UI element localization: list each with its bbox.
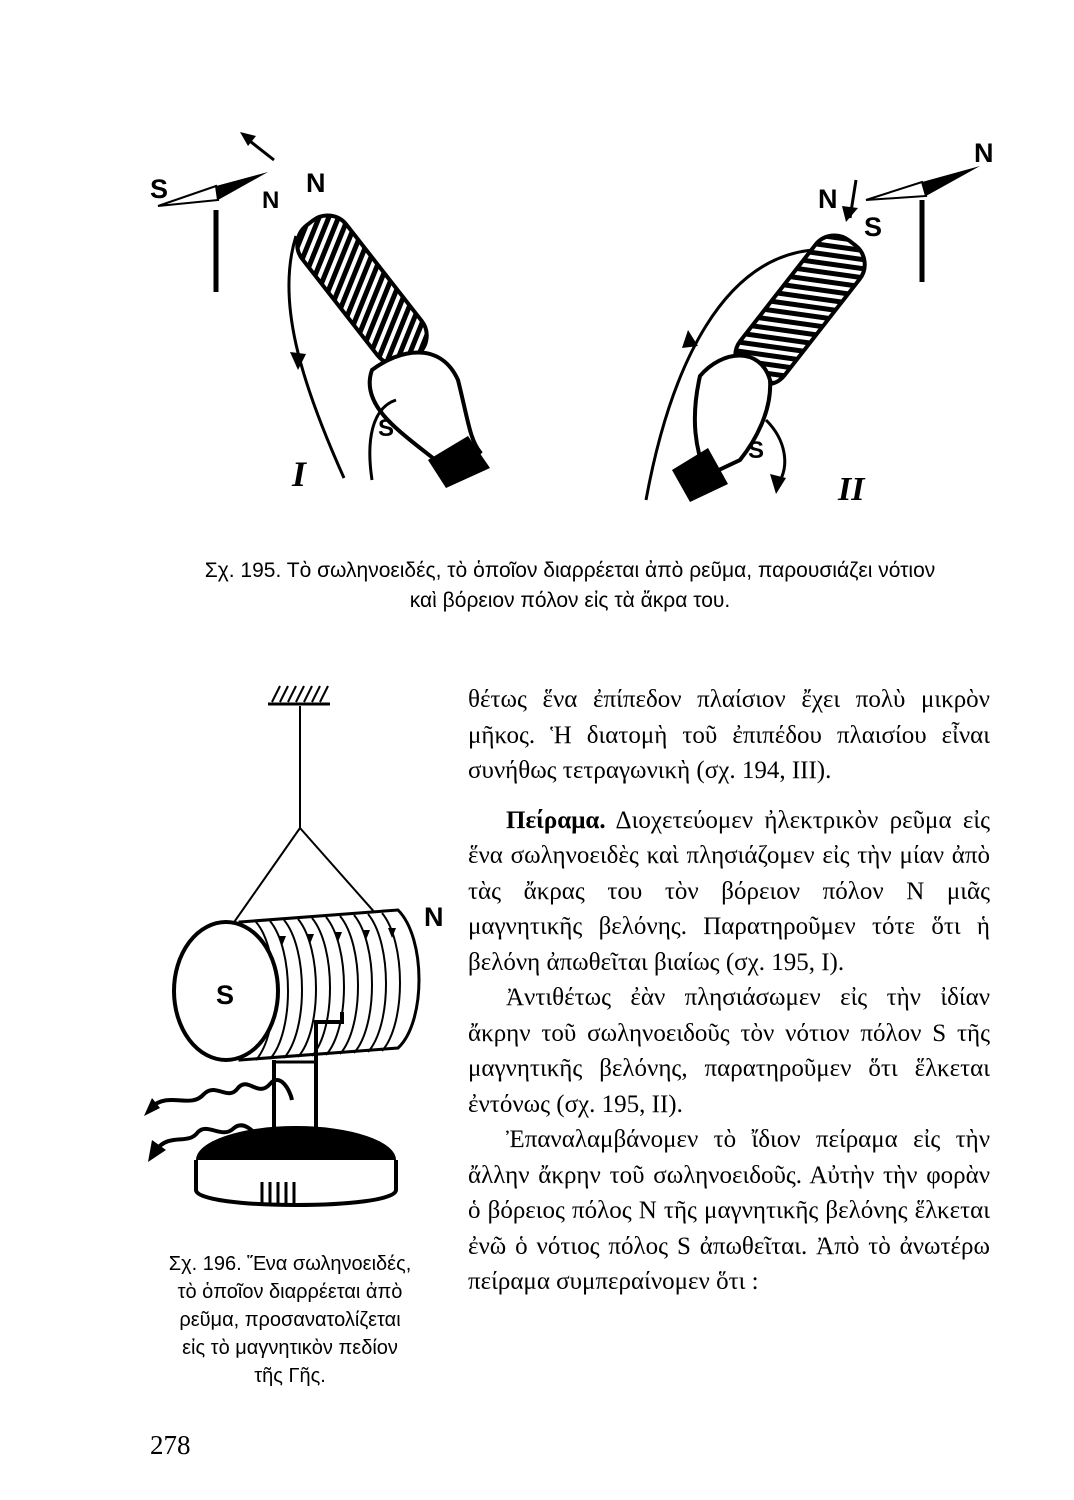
caption-196-line-3: ρεῦμα, προσανατολίζεται — [179, 1309, 401, 1331]
experiment-heading: Πείραμα. — [506, 806, 606, 834]
label-s-compass-1: S — [150, 174, 169, 204]
page-number: 278 — [150, 1430, 191, 1460]
solenoid-icon — [288, 206, 437, 374]
paragraph-3: Ἀντιθέτως ἐὰν πλησιάσωμεν εἰς τὴν ἰδίαν ἄκρην τοῦ σωληνοειδοῦς τὸν νότιον πόλον S τῆς μαγνητικῆς βελόνης, παρατηροῦμεν ὅτι ἕλκεται ἐντόνως (σχ. 195, ΙΙ). — [468, 984, 990, 1118]
figure-196-caption — [140, 1250, 440, 1390]
label-roman-1: I — [292, 454, 307, 494]
label-n-compass-2: N — [974, 138, 994, 168]
arrow-icon-2 — [842, 206, 858, 222]
label-n-196: N — [424, 902, 444, 932]
paragraph-4: Ἐπαναλαμβάνομεν τὸ ἴδιον πείραμα εἰς τὴν ἄλλην ἄκρην τοῦ σωληνοειδοῦς. Αὐτὴν τὴν φορὰν ὁ βόρειος πόλος Ν τῆς μαγνητικῆς βελόνης ἕλκεται ἐνῶ ὁ νότιος πόλος S ἀπωθεῖται. Ἀπὸ τὸ ἀνωτέρω πείραμα συμπεραίνομεν ὅτι : — [468, 1126, 990, 1295]
label-s-196: S — [216, 980, 235, 1010]
lead-wire-1 — [150, 1080, 292, 1108]
caption-196-line-1: Σχ. 196. Ἕνα σωληνοειδές, — [168, 1253, 412, 1275]
label-s-hand-2: S — [748, 437, 765, 464]
figure-195-caption — [140, 556, 1000, 616]
label-s-hand-1: S — [378, 415, 395, 442]
label-s-compass-2: S — [864, 212, 883, 242]
paragraph-1: θέτως ἕνα ἐπίπεδον πλαίσιον ἔχει πολὺ μικρὸν μῆκος. Ἡ διατομὴ τοῦ ἐπιπέδου πλαισίου εἶναι συνήθως τετραγωνικὴ (σχ. 194, ΙΙΙ). — [468, 686, 990, 784]
caption-195-line-1: Σχ. 195. Τὸ σωληνοειδές, τὸ ὁποῖον διαρρέεται ἀπὸ ρεῦμα, παρουσιάζει νότιον — [204, 559, 936, 582]
label-n-coil-2: N — [818, 184, 838, 214]
paragraph-2-text: Διοχετεύομεν ἠλεκτρικὸν ρεῦμα εἰς ἕνα σωληνοειδὲς καὶ πλησιάζομεν εἰς τὴν μίαν ἀπὸ τὰς ἄκρας του τὸν βόρειον πόλον Ν μιᾶς μαγνητικῆς βελόνης. Παρατηροῦμεν τότε ὅτι ἡ βελόνη ἀπωθεῖται βιαίως (σχ. 195, Ι). — [468, 806, 990, 976]
caption-196-line-5: τῆς Γῆς. — [254, 1365, 326, 1387]
paragraph-2 — [468, 803, 990, 981]
caption-196-line-4: εἰς τὸ μαγνητικὸν πεδίον — [182, 1337, 398, 1359]
label-roman-2: II — [838, 471, 865, 508]
caption-196-line-2: τὸ ὁποῖον διαρρέεται ἀπὸ — [177, 1281, 403, 1303]
label-n-coil-1: N — [306, 168, 326, 198]
figure-195 — [0, 0, 1074, 540]
label-n-compass-1: N — [262, 187, 280, 214]
figure-195-panel-2 — [646, 138, 994, 508]
caption-195-line-2: καὶ βόρειον πόλον εἰς τὰ ἄκρα του. — [409, 589, 731, 612]
figure-195-panel-1 — [150, 132, 490, 494]
body-text — [468, 682, 990, 1300]
figure-196 — [130, 670, 460, 1240]
